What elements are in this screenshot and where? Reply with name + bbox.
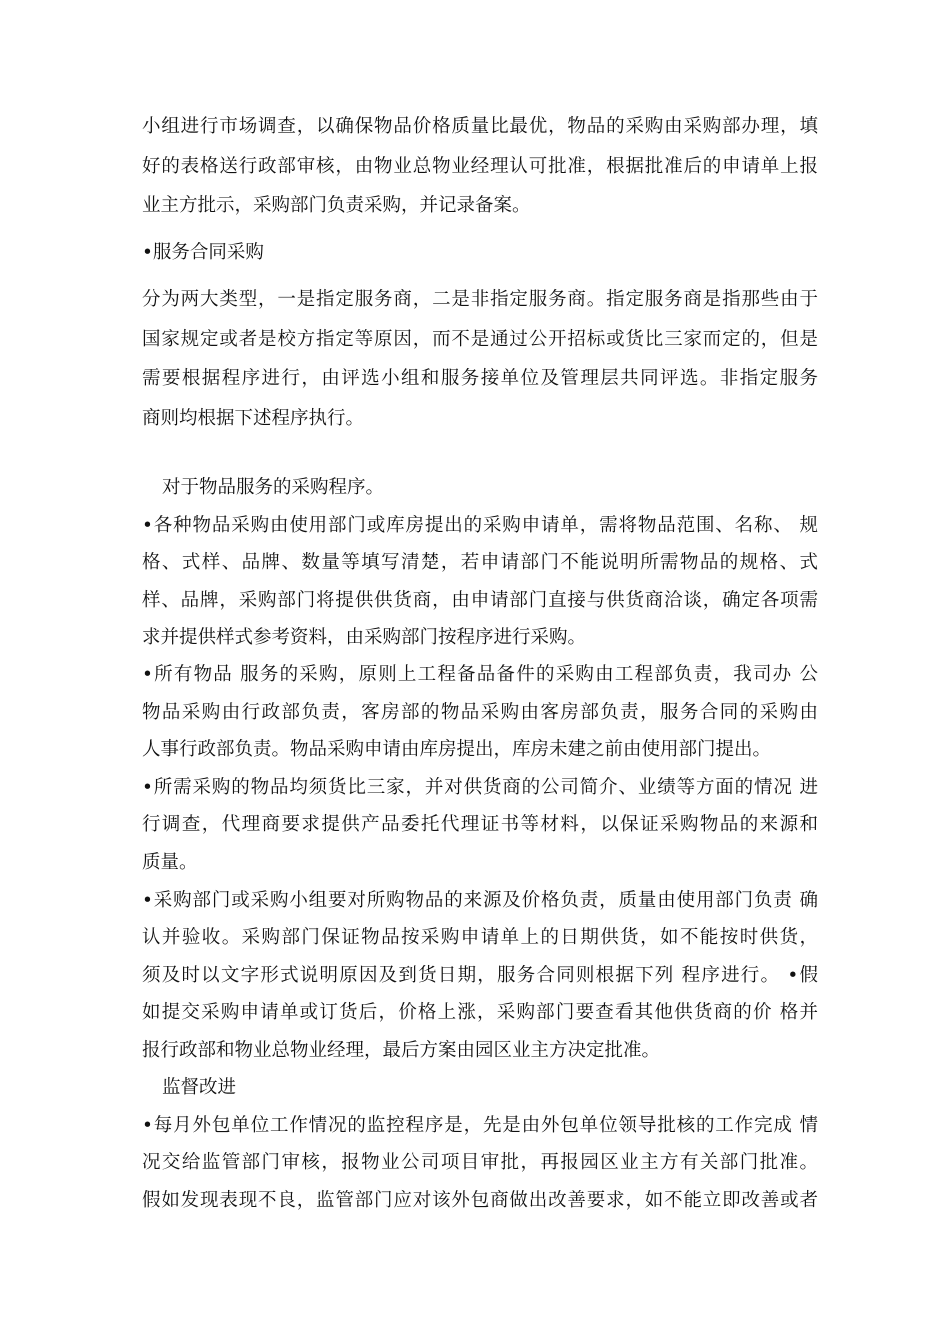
paragraph-line: 好的表格送行政部审核，由物业总物业经理认可批准，根据批准后的申请单上报 bbox=[142, 156, 818, 177]
paragraph-line: 需要根据程序进行，由评选小组和服务接单位及管理层共同评选。非指定服务 bbox=[142, 368, 818, 389]
paragraph-line: 国家规定或者是校方指定等原因，而不是通过公开招标或货比三家而定的，但是 bbox=[142, 329, 818, 350]
paragraph-line: 人事行政部负责。物品采购申请由库房提出，库房未建之前由使用部门提出。 bbox=[142, 739, 772, 760]
paragraph-line: 须及时以文字形式说明原因及到货日期，服务合同则根据下列 程序进行。 •假 bbox=[142, 965, 818, 986]
paragraph-line: 况交给监管部门审核，报物业公司项目审批，再报园区业主方有关部门批准。 bbox=[142, 1152, 818, 1173]
bullet-line: •各种物品采购由使用部门或库房提出的采购申请单，需将物品范围、名称、 规 bbox=[142, 515, 818, 536]
bullet-line: •所需采购的物品均须货比三家，并对供货商的公司简介、业绩等方面的情况 进 bbox=[142, 777, 818, 798]
paragraph-line: 商则均根据下述程序执行。 bbox=[142, 408, 365, 429]
paragraph-line: 求并提供样式参考资料，由采购部门按程序进行采购。 bbox=[142, 627, 587, 648]
paragraph-line: 如提交采购申请单或订货后，价格上涨，采购部门要查看其他供货商的价 格并 bbox=[142, 1002, 818, 1023]
paragraph-line: 小组进行市场调查，以确保物品价格质量比最优，物品的采购由采购部办理，填 bbox=[142, 116, 818, 137]
bullet-line: •采购部门或采购小组要对所购物品的来源及价格负责，质量由使用部门负责 确 bbox=[142, 890, 818, 911]
paragraph-line: 分为两大类型，一是指定服务商，二是非指定服务商。指定服务商是指那些由于 bbox=[142, 289, 818, 310]
bullet-line: •每月外包单位工作情况的监控程序是，先是由外包单位领导批核的工作完成 情 bbox=[142, 1115, 818, 1136]
paragraph-line: 质量。 bbox=[142, 852, 198, 873]
paragraph-line: 业主方批示，采购部门负责采购，并记录备案。 bbox=[142, 195, 531, 216]
paragraph-line: 格、式样、品牌、数量等填写清楚，若申请部门不能说明所需物品的规格、式 bbox=[142, 552, 818, 573]
paragraph-line: 假如发现表现不良，监管部门应对该外包商做出改善要求，如不能立即改善或者 bbox=[142, 1190, 818, 1211]
paragraph-line: 样、品牌，采购部门将提供供货商，由申请部门直接与供货商洽谈，确定各项需 bbox=[142, 590, 818, 611]
paragraph-line: 行调查，代理商要求提供产品委托代理证书等材料，以保证采购物品的来源和 bbox=[142, 814, 818, 835]
bullet-line: •所有物品 服务的采购，原则上工程备品备件的采购由工程部负责，我司办 公 bbox=[142, 664, 818, 685]
paragraph-line: 认并验收。采购部门保证物品按采购申请单上的日期供货，如不能按时供货， bbox=[142, 927, 818, 948]
paragraph-line: 报行政部和物业总物业经理，最后方案由园区业主方决定批准。 bbox=[142, 1040, 661, 1061]
section-heading: •服务合同采购 bbox=[142, 242, 264, 263]
paragraph-line: 物品采购由行政部负责，客房部的物品采购由客房部负责，服务合同的采购由 bbox=[142, 702, 818, 723]
section-heading: 监督改进 bbox=[162, 1077, 237, 1098]
section-heading: 对于物品服务的采购程序。 bbox=[162, 477, 385, 498]
